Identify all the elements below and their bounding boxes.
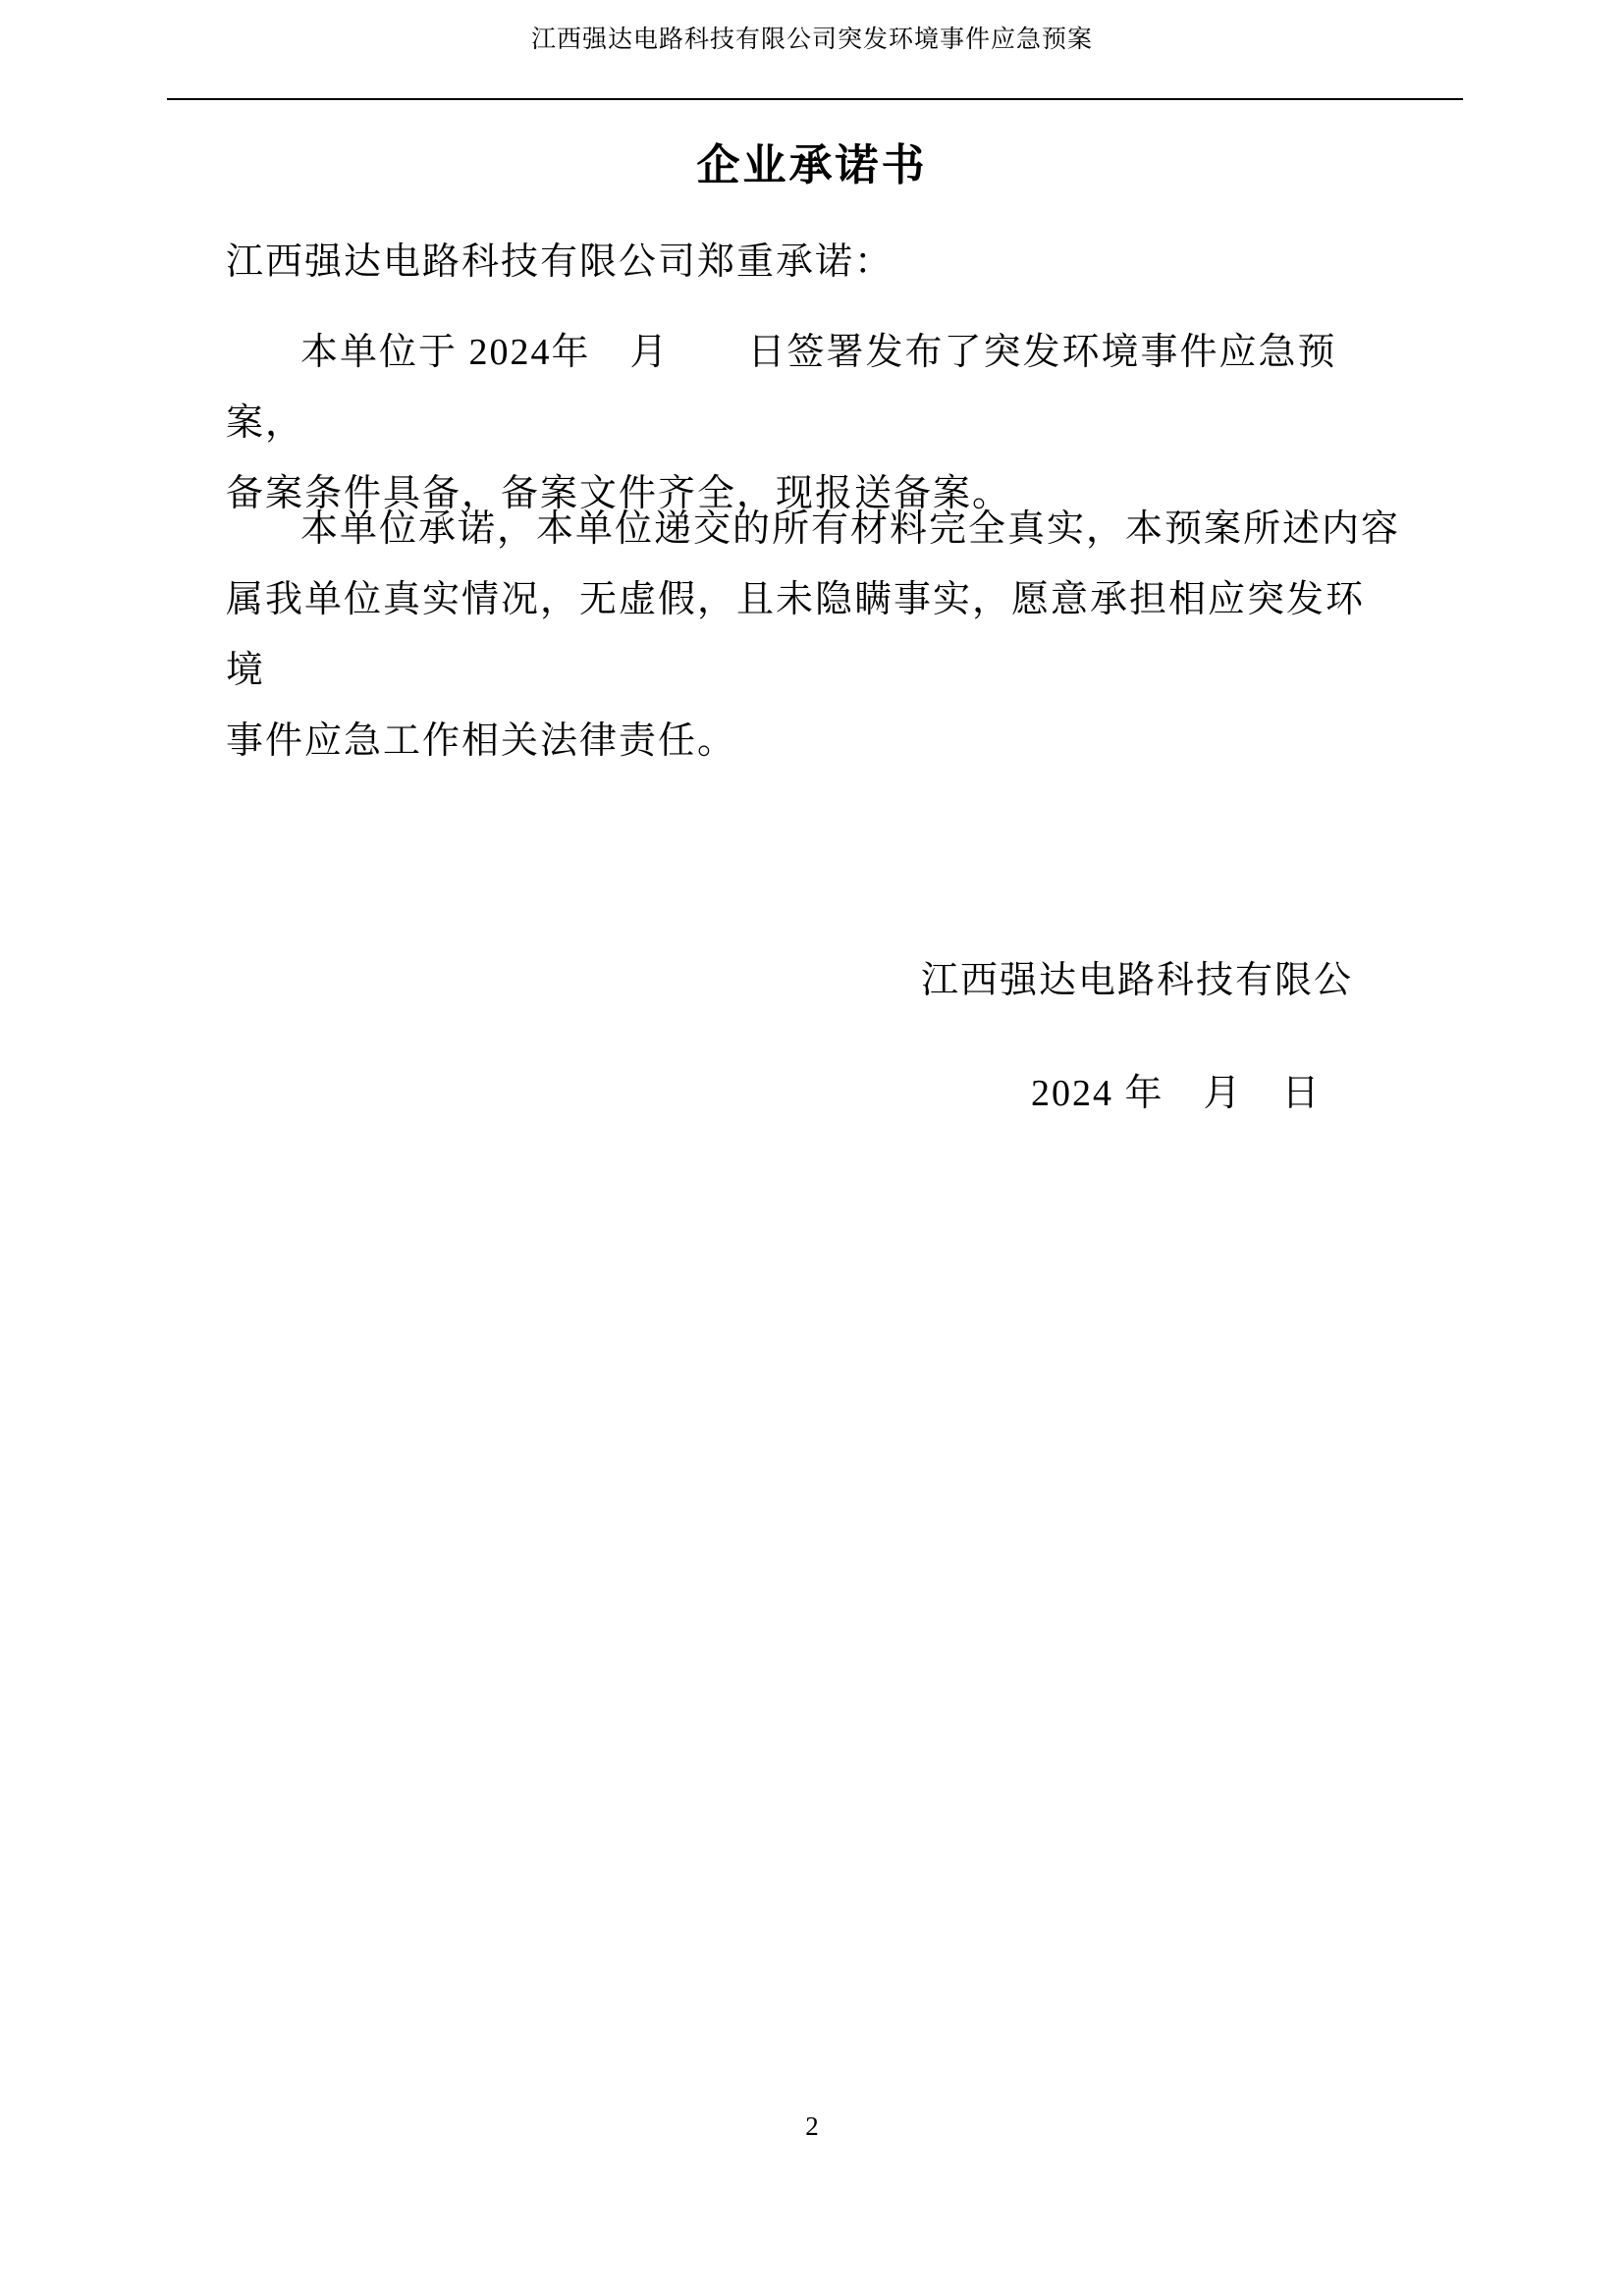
text-line: 本单位承诺，本单位递交的所有材料完全真实，本预案所述内容 xyxy=(300,508,1401,550)
text-line: 事件应急工作相关法律责任。 xyxy=(226,721,737,762)
page-number: 2 xyxy=(805,2111,819,2141)
text-line: 本单位于 2024年 月 日签署发布了突发环境事件应急预案， xyxy=(226,332,1337,444)
signature-company: 江西强达电路科技有限公 xyxy=(921,960,1354,1001)
text-line: 备案条件具备，备案文件齐全，现报送备案。 xyxy=(226,473,1012,514)
signature-date: 2024 年 月 日 xyxy=(1031,1073,1322,1114)
salutation-line: 江西强达电路科技有限公司郑重承诺： xyxy=(226,241,894,283)
paragraph-2 xyxy=(226,494,1402,776)
header-divider-rule xyxy=(167,98,1463,100)
page-header-text: 江西强达电路科技有限公司突发环境事件应急预案 xyxy=(530,27,1093,53)
text-line: 属我单位真实情况，无虚假，且未隐瞒事实，愿意承担相应突发环境 xyxy=(226,579,1366,691)
doc-title: 企业承诺书 xyxy=(696,141,928,189)
